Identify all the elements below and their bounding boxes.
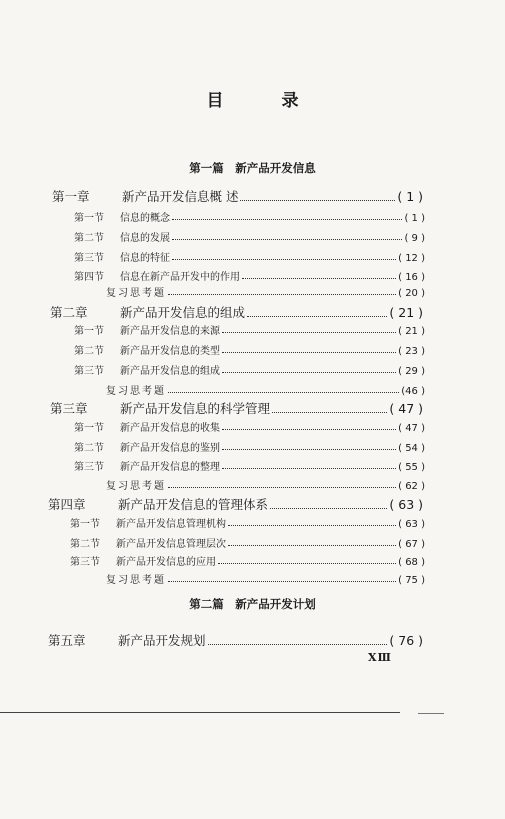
toc-section-entry (0, 515, 505, 530)
entry-page: ( 63 ) (389, 497, 423, 512)
entry-label (106, 382, 166, 397)
entry-label (74, 322, 220, 337)
bottom-rule-fragment (418, 713, 444, 714)
entry-label (106, 571, 166, 586)
entry-number: 第三节 (74, 462, 104, 473)
entry-label (70, 535, 226, 550)
entry-text: 新产品开发信息的类型 (120, 346, 220, 357)
entry-label (74, 362, 220, 377)
toc-review-entry (0, 571, 505, 586)
entry-page: ( 21 ) (398, 326, 425, 337)
leader-dots (270, 507, 387, 509)
leader-dots (208, 643, 388, 645)
toc-review-entry (0, 477, 505, 492)
entry-page: ( 47 ) (398, 423, 425, 434)
toc-section-entry (0, 362, 505, 377)
leader-dots (222, 448, 396, 450)
entry-page: ( 68 ) (398, 557, 425, 568)
entry-number: 第一节 (74, 423, 104, 434)
entry-text: 复习思考题 (106, 575, 166, 586)
entry-number: 第二章 (50, 305, 88, 320)
toc-review-entry (0, 382, 505, 397)
toc-section-entry (0, 342, 505, 357)
entry-number: 第二节 (74, 443, 104, 454)
entry-label (52, 187, 238, 205)
entry-label (70, 515, 226, 530)
leader-dots (168, 580, 396, 582)
entry-label (48, 495, 268, 513)
toc-section-entry (0, 249, 505, 264)
toc-chapter-entry (0, 187, 505, 205)
entry-label (74, 419, 220, 434)
leader-dots (168, 486, 396, 488)
entry-label (74, 209, 170, 224)
entry-text: 复习思考题 (106, 386, 166, 397)
part-heading-1: 第一篇 新产品开发信息 (189, 161, 316, 175)
toc-chapter-entry (0, 303, 505, 321)
toc-chapter-entry (0, 631, 505, 649)
entry-number: 第一节 (70, 519, 100, 530)
toc-section-entry (0, 553, 505, 568)
entry-number: 第四章 (48, 497, 86, 512)
toc-section-entry (0, 439, 505, 454)
entry-page: ( 1 ) (404, 213, 425, 224)
leader-dots (222, 371, 396, 373)
leader-dots (240, 199, 395, 201)
entry-number: 第三节 (74, 366, 104, 377)
entry-text: 信息的发展 (120, 233, 170, 244)
entry-text: 信息在新产品开发中的作用 (120, 272, 240, 283)
entry-label (48, 631, 206, 649)
entry-number: 第四节 (74, 272, 104, 283)
entry-page: ( 1 ) (397, 189, 423, 204)
entry-page: ( 47 ) (389, 401, 423, 416)
leader-dots (222, 467, 396, 469)
entry-text: 信息的概念 (120, 213, 170, 224)
entry-text: 新产品开发信息概 述 (122, 189, 239, 204)
entry-number: 第二节 (70, 539, 100, 550)
leader-dots (172, 258, 396, 260)
entry-number: 第五章 (48, 633, 86, 648)
entry-text: 新产品开发信息的科学管理 (120, 401, 271, 416)
entry-page: ( 62 ) (398, 481, 425, 492)
entry-number: 第一节 (74, 326, 104, 337)
entry-label (74, 268, 240, 283)
entry-label (50, 399, 270, 417)
entry-text: 复习思考题 (106, 288, 166, 299)
toc-section-entry (0, 268, 505, 283)
entry-number: 第三章 (50, 401, 88, 416)
part-heading-2: 第二篇 新产品开发计划 (189, 597, 316, 611)
toc-section-entry (0, 535, 505, 550)
leader-dots (247, 315, 387, 317)
entry-label (70, 553, 216, 568)
leader-dots (218, 562, 396, 564)
entry-text: 新产品开发信息的组成 (120, 305, 246, 320)
entry-page: ( 20 ) (398, 288, 425, 299)
leader-dots (172, 218, 402, 220)
entry-label (50, 303, 245, 321)
entry-text: 新产品开发规划 (118, 633, 206, 648)
leader-dots (228, 544, 396, 546)
toc-review-entry (0, 284, 505, 299)
toc-section-entry (0, 229, 505, 244)
entry-label (106, 284, 166, 299)
page-number: XⅢ (368, 651, 392, 664)
entry-page: ( 9 ) (404, 233, 425, 244)
entry-label (106, 477, 166, 492)
entry-number: 第三节 (74, 253, 104, 264)
entry-label (74, 342, 220, 357)
entry-page: ( 29 ) (398, 366, 425, 377)
entry-page: ( 55 ) (398, 462, 425, 473)
entry-number: 第三节 (70, 557, 100, 568)
entry-text: 信息的特征 (120, 253, 170, 264)
entry-page: ( 63 ) (398, 519, 425, 530)
leader-dots (168, 391, 399, 393)
leader-dots (228, 524, 396, 526)
entry-text: 新产品开发信息的管理体系 (118, 497, 269, 512)
entry-text: 新产品开发信息的来源 (120, 326, 220, 337)
entry-page: ( 16 ) (398, 272, 425, 283)
leader-dots (222, 428, 396, 430)
entry-text: 新产品开发信息管理机构 (116, 519, 226, 530)
entry-number: 第二节 (74, 346, 104, 357)
entry-text: 新产品开发信息的鉴别 (120, 443, 220, 454)
entry-page: ( 54 ) (398, 443, 425, 454)
bottom-rule (0, 712, 400, 713)
entry-page: ( 12 ) (398, 253, 425, 264)
entry-text: 新产品开发信息管理层次 (116, 539, 226, 550)
leader-dots (172, 238, 402, 240)
entry-text: 新产品开发信息的应用 (116, 557, 216, 568)
entry-page: ( 23 ) (398, 346, 425, 357)
toc-section-entry (0, 419, 505, 434)
entry-page: ( 21 ) (389, 305, 423, 320)
leader-dots (222, 351, 396, 353)
entry-text: 新产品开发信息的组成 (120, 366, 220, 377)
toc-title: 目 录 (206, 91, 325, 111)
entry-label (74, 458, 220, 473)
entry-page: ( 75 ) (398, 575, 425, 586)
entry-page: (46 ) (401, 386, 425, 397)
leader-dots (168, 293, 396, 295)
entry-label (74, 229, 170, 244)
toc-chapter-entry (0, 399, 505, 417)
entry-number: 第二节 (74, 233, 104, 244)
entry-number: 第一节 (74, 213, 104, 224)
entry-label (74, 249, 170, 264)
entry-label (74, 439, 220, 454)
leader-dots (242, 277, 396, 279)
entry-number: 第一章 (52, 189, 90, 204)
toc-section-entry (0, 209, 505, 224)
toc-section-entry (0, 322, 505, 337)
entry-page: ( 67 ) (398, 539, 425, 550)
leader-dots (222, 331, 396, 333)
toc-section-entry (0, 458, 505, 473)
toc-chapter-entry (0, 495, 505, 513)
entry-text: 新产品开发信息的整理 (120, 462, 220, 473)
leader-dots (272, 411, 387, 413)
entry-text: 复习思考题 (106, 481, 166, 492)
entry-text: 新产品开发信息的收集 (120, 423, 220, 434)
entry-page: ( 76 ) (389, 633, 423, 648)
